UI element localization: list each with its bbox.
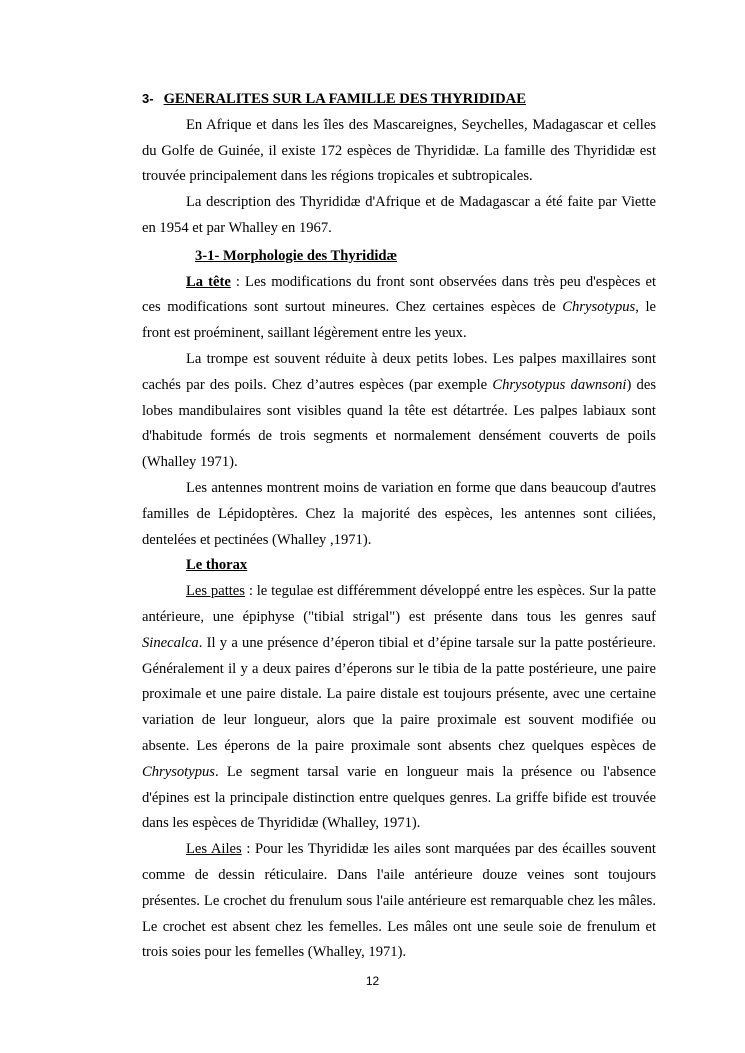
paragraph-tete-1	[142, 270, 656, 347]
pattes-text-a: : le tegulae est différemment développé entre les espèces. Sur la patte antérieure, une épiphyse ("tibial strigal") est présente dans tous les genres sauf	[142, 583, 656, 625]
pattes-label: Les pattes	[186, 583, 245, 600]
tete-genus: Chrysotypus	[562, 299, 636, 316]
tete-text-a: : Les modifications du front sont observées dans très peu d'espèces et ces modifications sont surtout mineures. Chez certaines espèces de	[142, 273, 656, 316]
pattes-genus-2: Chrysotypus	[142, 763, 215, 780]
thorax-title: Le thorax	[186, 557, 248, 574]
section-title: GENERALITES SUR LA FAMILLE DES THYRIDIDAE	[163, 91, 526, 107]
section-heading	[142, 86, 656, 113]
trompe-species: Chrysotypus dawnsoni	[492, 376, 627, 393]
pattes-genus-1: Sinecalca	[142, 634, 199, 651]
ailes-text: : Pour les Thyrididæ les ailes sont marquées par des écailles souvent comme de dessin réticulaire. Dans l'aile antérieure douze veines sont toujours présentes. Le crochet du frenulum sous l'aile antérieure est remarquable chez les mâles. Le crochet est absent chez les femelles. Les mâles ont une seule soie de frenulum et trois soies pour les femelles (Whalley, 1971).	[142, 841, 656, 961]
paragraph-tete-3: Les antennes montrent moins de variation en forme que dans beaucoup d'autres familles de Lépidoptères. Chez la majorité des espèces, les antennes sont ciliées, dentelées et pectinées (Whalley ,1971).	[142, 479, 656, 548]
thorax-heading	[142, 553, 656, 579]
page-body	[142, 86, 656, 966]
pattes-text-b: . Il y a une présence d’éperon tibial et d’épine tarsale sur la patte postérieure. Généralement il y a deux paires d’éperons sur le tibia de la patte postérieure, une paire proximale et une paire distale. La paire distale est toujours présente, avec une certaine variation de leur longueur, alors que la paire proximale est souvent modifiée ou absente. Les éperons de la paire proximale sont absents chez quelques espèces de	[142, 634, 656, 754]
tete-label: La tête	[186, 273, 231, 290]
pattes-text-c: . Le segment tarsal varie en longueur mais la présence ou l'absence d'épines est la principale distinction entre quelques genres. La griffe bifide est trouvée dans les espèces de Thyrididæ (Whalley, 1971).	[142, 763, 656, 832]
trompe-text-b: ) des lobes mandibulaires sont visibles quand la tête est détartrée. Les palpes labiaux sont d'habitude formés de trois segments et normalement densément couverts de poils (Whalley 1971).	[142, 376, 657, 471]
paragraph-pattes	[142, 579, 656, 837]
section-number: 3-	[142, 91, 154, 106]
ailes-label: Les Ailes	[186, 841, 242, 858]
trompe-text-a: La trompe est souvent réduite à deux petits lobes. Les palpes maxillaires sont cachés par des poils. Chez d’autres espèces (par exemple	[142, 350, 656, 393]
subsection-heading	[142, 244, 656, 270]
page-number: 12	[365, 974, 380, 988]
paragraph-intro-1: En Afrique et dans les îles des Mascareignes, Seychelles, Madagascar et celles du Golfe de Guinée, il existe 172 espèces de Thyrididæ. La famille des Thyrididæ est trouvée principalement dans les régions tropicales et subtropicales.	[142, 116, 656, 185]
paragraph-tete-2	[142, 347, 656, 476]
subsection-title: 3-1- Morphologie des Thyrididæ	[195, 247, 398, 264]
paragraph-intro-2: La description des Thyrididæ d'Afrique et de Madagascar a été faite par Viette en 1954 et par Whalley en 1967.	[142, 194, 656, 236]
tete-text-b: , le front est proéminent, saillant légèrement entre les yeux.	[142, 299, 656, 342]
paragraph-ailes	[142, 837, 656, 966]
